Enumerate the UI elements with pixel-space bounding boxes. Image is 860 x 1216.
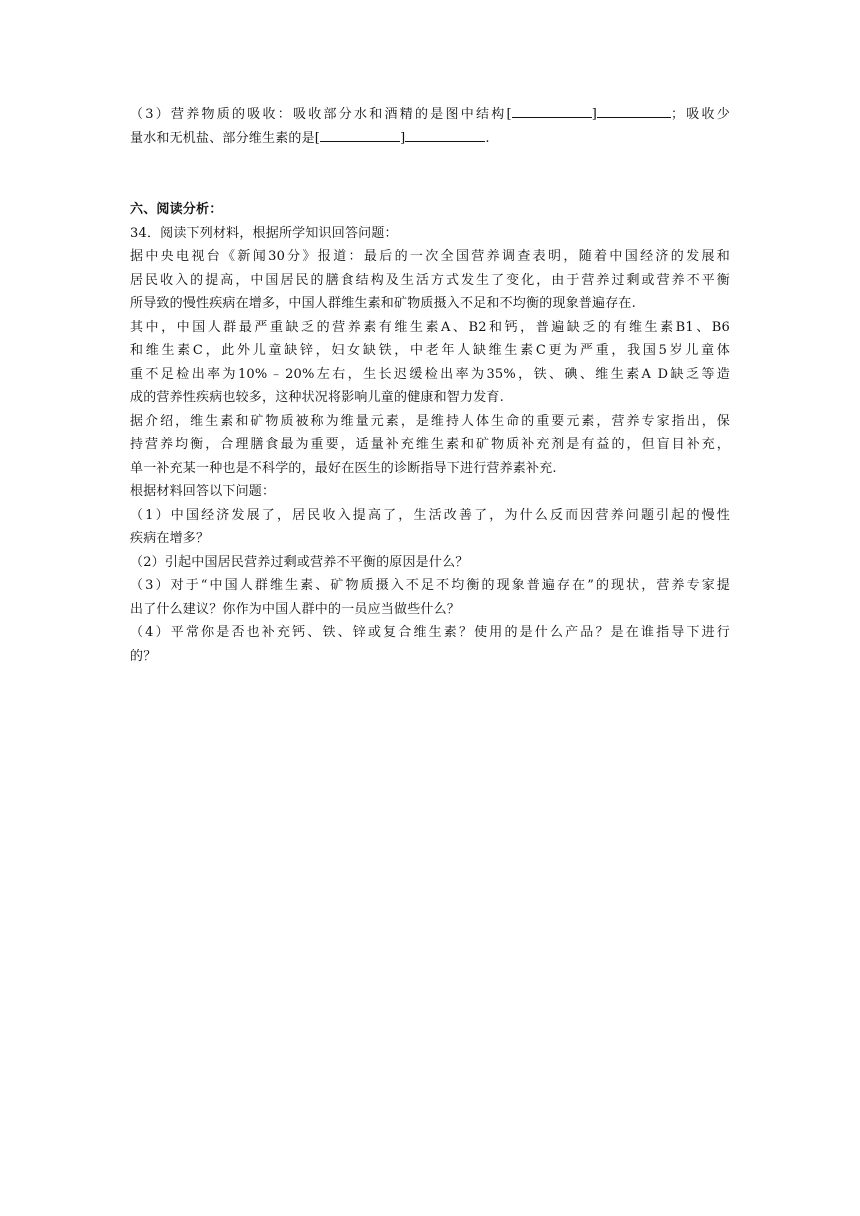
question-line: （2）引起中国居民营养过剩或营养不平衡的原因是什么？ — [130, 554, 469, 570]
material-line: 其中，中国人群最严重缺乏的营养素有维生素A、B2和钙，普遍缺乏的有维生素B1、B6 — [130, 319, 730, 335]
material-line: 成的营养性疾病也较多，这种状况将影响儿童的健康和智力发育. — [130, 390, 504, 405]
material-line: 所导致的慢性疾病在增多，中国人群维生素和矿物质摄入不足和不均衡的现象普遍存在. — [130, 296, 636, 311]
q3-line-1 — [130, 103, 730, 127]
question-34-intro: 34．阅读下列材料，根据所学知识回答问题： — [130, 225, 398, 241]
material-line: 重不足检出率为10%﹣20%左右，生长迟缓检出率为35%，铁、碘、维生素A D缺乏等造 — [130, 366, 730, 382]
q3-text-1b: ] — [591, 107, 598, 122]
q3-line-2 — [130, 127, 730, 151]
q3-blank-1[interactable] — [512, 103, 592, 118]
question-line: 的？ — [130, 648, 157, 664]
q3-blank-2[interactable] — [597, 103, 671, 118]
section-spacer — [130, 150, 730, 198]
answer-prompt: 根据材料回答以下问题： — [130, 484, 276, 499]
material-line: 和维生素C，此外儿童缺锌，妇女缺铁，中老年人缺维生素C更为严重，我国5岁儿童体 — [130, 343, 730, 358]
question-list — [130, 504, 730, 669]
q3-text-2a: 量水和无机盐、部分维生素的是[ — [130, 130, 321, 146]
q3-text-1c: ；吸收少 — [671, 107, 730, 122]
q3-blank-3[interactable] — [320, 127, 400, 142]
material-line: 持营养均衡，合理膳食最为重要，适量补充维生素和矿物质补充剂是有益的，但盲目补充， — [130, 437, 730, 452]
material-line: 据中央电视台《新闻30分》报道：最后的一次全国营养调查表明，随着中国经济的发展和 — [130, 249, 730, 264]
material-line: 居民收入的提高，中国居民的膳食结构及生活方式发生了变化，由于营养过剩或营养不平衡 — [130, 272, 730, 288]
question-line: （3）对于“中国人群维生素、矿物质摄入不足不均衡的现象普遍存在”的现状，营养专家提 — [130, 578, 730, 593]
q3-text-2c: . — [485, 130, 490, 146]
question-line: 疾病在增多？ — [130, 531, 210, 546]
material-line: 据介绍，维生素和矿物质被称为维量元素，是维持人体生命的重要元素，营养专家指出，保 — [130, 413, 730, 429]
q3-blank-4[interactable] — [405, 127, 485, 142]
material-line: 单一补充某一种也是不科学的，最好在医生的诊断指导下进行营养素补充. — [130, 460, 557, 476]
question-line: （4）平常你是否也补充钙、铁、锌或复合维生素？使用的是什么产品？是在谁指导下进行 — [130, 625, 730, 640]
question-line: （1）中国经济发展了，居民收入提高了，生活改善了，为什么反而因营养问题引起的慢性 — [130, 507, 730, 523]
question-line: 出了什么建议？你作为中国人群中的一员应当做些什么？ — [130, 601, 461, 617]
reading-material — [130, 245, 730, 480]
q3-text-2b: ] — [400, 130, 406, 146]
document-content — [130, 103, 730, 668]
q3-text-1a: （3）营养物质的吸收：吸收部分水和酒精的是图中结构[ — [130, 107, 512, 122]
section-heading: 六、阅读分析： — [130, 202, 223, 217]
